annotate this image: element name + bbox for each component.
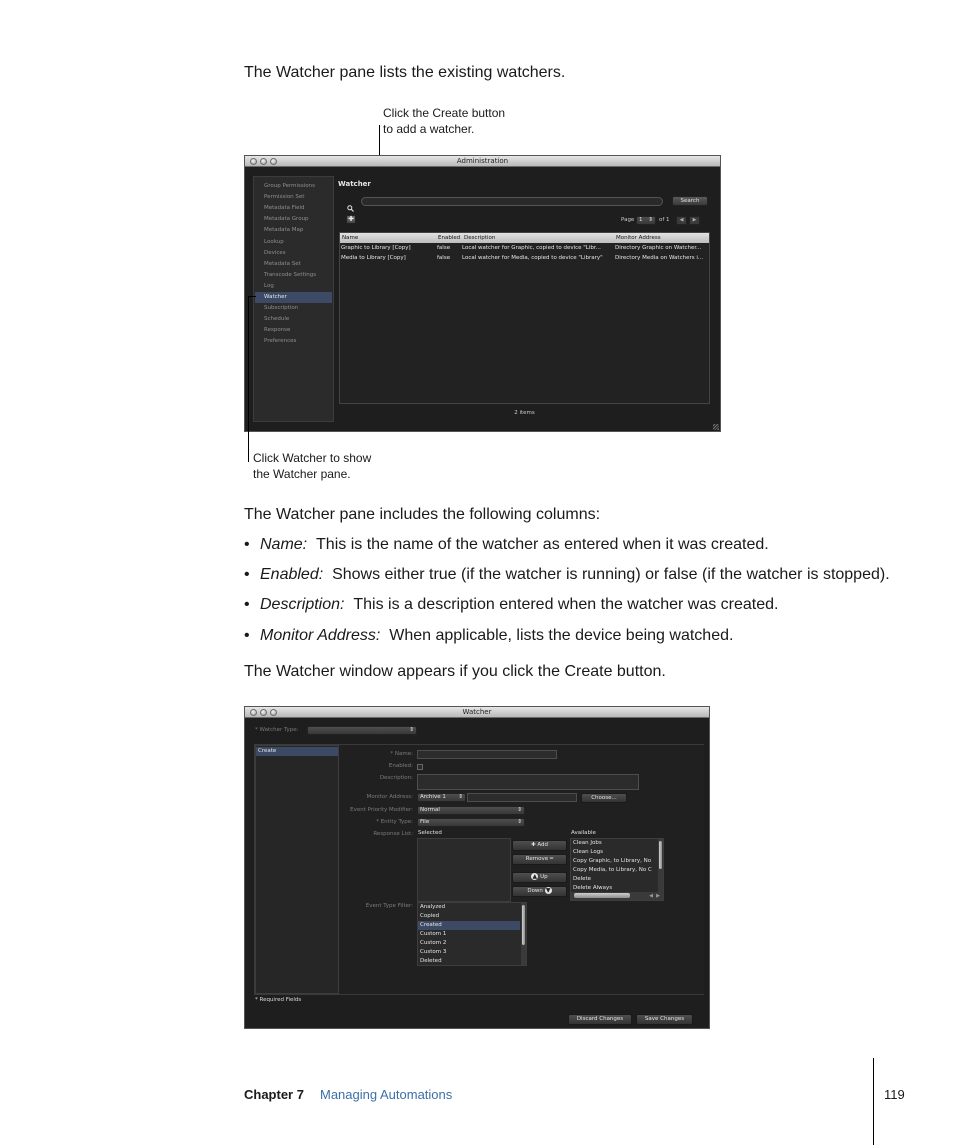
page-of: of 1 [659, 217, 670, 223]
remove-button[interactable] [512, 854, 567, 865]
next-arrow-icon: ▶ [692, 217, 697, 223]
choose-button[interactable]: Choose... [581, 793, 627, 803]
watcher-window [244, 706, 710, 1029]
event-type-list[interactable] [417, 902, 527, 966]
callout-create-line2: to add a watcher. [383, 122, 475, 136]
available-header: Available [571, 830, 596, 836]
sidebar-item-group-permissions[interactable]: Group Permissions [264, 183, 316, 189]
cell-description: Local watcher for Media, copied to device "Library" [462, 255, 603, 261]
plus-icon: ✚ [530, 842, 536, 848]
monitor-address-select[interactable] [417, 793, 466, 802]
bullet-dot: • [244, 596, 250, 613]
popup-arrows-icon: ⇕ [517, 807, 522, 813]
table-row[interactable] [340, 243, 709, 253]
response-list-label: Response List: [373, 831, 413, 837]
monitor-address-value: Archive 1 [420, 794, 446, 800]
bullet-dot: • [244, 627, 250, 644]
bullet-term: Description: [260, 596, 345, 613]
callout-watcher-leader [248, 296, 249, 462]
table-row[interactable] [340, 253, 709, 263]
name-label: * Name: [390, 751, 413, 757]
popup-arrows-icon: ⇕ [648, 217, 653, 223]
bullet-dot: • [244, 566, 250, 583]
up-button[interactable] [512, 872, 567, 883]
list-item[interactable]: Delete [573, 876, 592, 882]
list-item[interactable]: Copied [420, 913, 440, 919]
previous-arrow-icon: ◀ [679, 217, 684, 223]
item-count: 2 items [514, 410, 535, 416]
bullet-term: Enabled: [260, 566, 324, 583]
list-item[interactable]: Clean Jobs [573, 840, 602, 846]
callout-watcher [253, 450, 371, 482]
event-type-filter-label: Event Type Filter: [365, 903, 413, 909]
bullet-dot: • [244, 536, 250, 553]
sidebar-item-metadata-group[interactable]: Metadata Group [264, 216, 309, 223]
watcher-titlebar [245, 707, 709, 718]
bullet-item [244, 536, 769, 554]
add-label: Add [537, 842, 548, 848]
required-fields-note: * Required Fields [255, 997, 302, 1003]
popup-arrows-icon: ⇕ [517, 819, 522, 825]
event-priority-select[interactable] [417, 806, 525, 815]
event-priority-value: Normal [420, 807, 440, 813]
list-item[interactable]: Copy Media, to Library, No C [573, 867, 652, 873]
scroll-left-icon[interactable]: ◀ [649, 893, 653, 899]
sidebar-item-schedule[interactable]: Schedule [264, 316, 290, 323]
callout-watcher-leader-tip [248, 296, 256, 297]
search-button[interactable]: Search [672, 196, 708, 206]
event-priority-label: Event Priority Modifier: [350, 807, 413, 813]
watcher-type-select[interactable] [307, 726, 417, 735]
admin-titlebar [245, 156, 720, 167]
list-item[interactable]: Custom 2 [420, 940, 447, 946]
description-field[interactable] [417, 774, 639, 790]
list-item[interactable]: Custom 3 [420, 949, 447, 955]
administration-window [244, 155, 721, 432]
callout-watcher-line2: the Watcher pane. [253, 467, 351, 481]
list-item[interactable]: Custom 1 [420, 931, 447, 937]
sidebar-item-transcode-settings[interactable]: Transcode Settings [264, 271, 317, 278]
down-button[interactable] [512, 886, 567, 897]
scroll-right-icon[interactable]: ▶ [656, 893, 660, 899]
footer-section: Managing Automations [320, 1087, 453, 1102]
column-header-enabled[interactable]: Enabled [438, 235, 461, 241]
sidebar-item-watcher[interactable]: Watcher [255, 292, 332, 303]
columns-intro: The Watcher pane includes the following columns: [244, 506, 601, 523]
list-item[interactable]: Clean Logs [573, 849, 604, 855]
entity-type-label: * Entity Type: [376, 819, 413, 825]
available-vertical-scrollbar[interactable] [657, 839, 663, 894]
create-icon: ✚ [348, 215, 354, 223]
remove-label: Remove [525, 856, 549, 862]
monitor-address-label: Monitor Address: [366, 794, 413, 800]
list-item-create[interactable]: Create [256, 747, 338, 756]
column-header-name[interactable]: Name [342, 235, 359, 241]
sidebar-item-permission-set[interactable]: Permission Set [264, 194, 305, 201]
sidebar-item-metadata-field[interactable]: Metadata Field [264, 205, 305, 212]
create-button[interactable] [346, 215, 356, 224]
callout-watcher-line1: Click Watcher to show [253, 451, 372, 465]
watcher-table [339, 232, 710, 404]
action-list [255, 745, 339, 994]
next-page-button[interactable] [689, 216, 700, 225]
discard-changes-button[interactable]: Discard Changes [568, 1014, 632, 1025]
list-item[interactable]: Analyzed [420, 904, 446, 910]
save-changes-button[interactable]: Save Changes [636, 1014, 693, 1025]
bullet-text: This is the name of the watcher as entered when it was created. [316, 536, 769, 553]
bullet-item [244, 627, 733, 645]
callout-create-line1: Click the Create button [383, 106, 506, 120]
entity-type-select[interactable] [417, 818, 525, 827]
page-label: Page [621, 217, 635, 223]
monitor-path-field[interactable] [467, 793, 577, 802]
cell-description: Local watcher for Graphic, copied to device "Libr... [462, 245, 601, 251]
admin-window-title: Administration [456, 157, 509, 165]
bullet-text: When applicable, lists the device being watched. [389, 627, 734, 644]
pane-title: Watcher [338, 180, 371, 188]
intro-text: The Watcher pane lists the existing watchers. [244, 64, 566, 81]
down-arrow-icon: ▼ [545, 887, 551, 894]
sidebar-item-preferences[interactable]: Preferences [264, 338, 297, 345]
entity-type-value: File [420, 819, 430, 825]
scroll-thumb[interactable] [574, 893, 630, 898]
cell-enabled: false [437, 245, 451, 251]
event-type-scrollbar[interactable] [520, 903, 526, 965]
page-selector[interactable] [636, 216, 656, 225]
name-field[interactable] [417, 750, 557, 759]
admin-sidebar [253, 176, 334, 422]
sidebar-item-subscription[interactable]: Subscription [264, 305, 299, 312]
watcher-type-label: * Watcher Type: [255, 727, 299, 733]
list-item[interactable]: Delete Always [573, 885, 613, 891]
sidebar-item-lookup[interactable]: Lookup [264, 238, 284, 245]
sidebar-item-devices[interactable]: Devices [264, 249, 286, 256]
add-button[interactable] [512, 840, 567, 851]
popup-arrows-icon: ⇕ [409, 727, 414, 733]
cell-name: Graphic to Library [Copy] [341, 245, 411, 251]
down-label: Down [527, 888, 543, 894]
enabled-label: Enabled: [388, 763, 413, 769]
column-header-monitor-address[interactable]: Monitor Address [616, 235, 661, 241]
up-label: Up [540, 874, 548, 880]
column-header-description[interactable]: Description [464, 235, 496, 241]
bullet-text: Shows either true (if the watcher is running) or false (if the watcher is stopped). [332, 566, 890, 583]
sidebar-item-log[interactable]: Log [264, 282, 274, 289]
cell-monitor-address: Directory Graphic on Watcher... [615, 245, 702, 251]
watcher-window-title: Watcher [462, 708, 492, 716]
list-item[interactable]: Created [418, 921, 526, 930]
page-value: 1 [639, 217, 643, 223]
cell-enabled: false [437, 255, 451, 261]
bullet-term: Name: [260, 536, 308, 553]
bullet-term: Monitor Address: [260, 627, 381, 644]
search-input[interactable] [361, 197, 663, 206]
search-icon [347, 197, 354, 204]
table-header [340, 233, 709, 243]
list-item[interactable]: Deleted [420, 958, 442, 964]
available-horizontal-scrollbar[interactable] [571, 892, 663, 900]
enabled-checkbox[interactable] [417, 764, 423, 770]
minus-icon: ━ [549, 856, 554, 862]
bullet-item [244, 566, 890, 584]
previous-page-button[interactable] [676, 216, 687, 225]
bullet-item [244, 596, 778, 614]
sidebar-item-metadata-map[interactable]: Metadata Map [264, 227, 304, 234]
up-arrow-icon: ▲ [532, 873, 538, 880]
scroll-thumb[interactable] [659, 841, 662, 869]
description-label: Description: [379, 775, 413, 781]
cell-monitor-address: Directory Media on Watchers i... [615, 255, 704, 261]
available-responses-list[interactable] [570, 838, 664, 901]
selected-responses-list[interactable] [417, 838, 511, 902]
footer-chapter: Chapter 7 [244, 1087, 304, 1102]
callout-create [383, 105, 505, 137]
popup-arrows-icon: ⇕ [458, 794, 463, 800]
footer-page-number: 119 [884, 1087, 905, 1102]
list-item[interactable]: Copy Graphic, to Library, No [573, 858, 652, 864]
sidebar-item-metadata-set[interactable]: Metadata Set [264, 260, 301, 267]
footer-divider [873, 1058, 874, 1145]
cell-name: Media to Library [Copy] [341, 255, 406, 261]
bullet-text: This is a description entered when the watcher was created. [353, 596, 779, 613]
resize-grip-icon[interactable] [713, 424, 719, 430]
selected-header: Selected [418, 830, 442, 836]
scroll-thumb[interactable] [522, 905, 525, 945]
window-intro: The Watcher window appears if you click the Create button. [244, 663, 666, 680]
sidebar-item-response[interactable]: Response [264, 327, 291, 334]
